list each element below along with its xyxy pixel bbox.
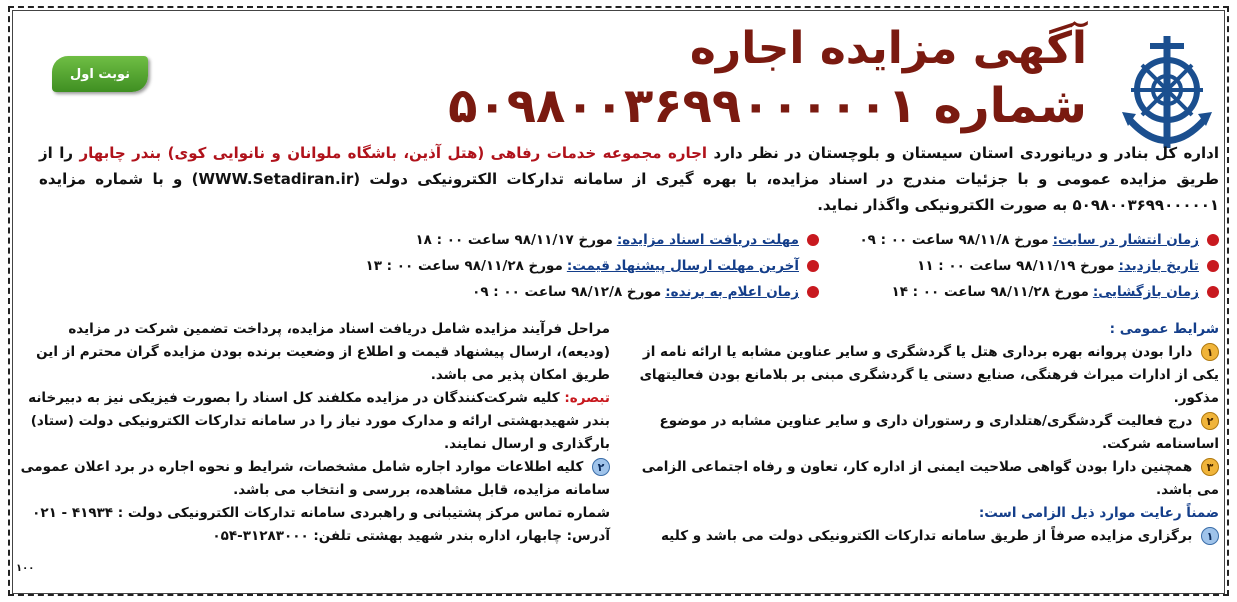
schedule-block [39,232,1219,312]
schedule-label: تاریخ بازدید: [1118,258,1199,274]
condition-item [619,456,1219,502]
bullet-icon [1207,234,1219,246]
intro-paragraph [39,140,1219,218]
condition-text: درج فعالیت گردشگری/هتلداری و رستوران داری و سایر عناوین مشابه در موضوع اساسنامه شرکت. [659,413,1219,452]
notice-title: آگهی مزایده اجاره [689,23,1087,74]
bullet-icon [807,260,819,272]
schedule-label: مهلت دریافت اسناد مزایده: [616,232,799,248]
schedule-value: مورخ ۹۸/۱۱/۲۸ ساعت ۰۰ : ۱۴ [891,284,1089,300]
conditions-heading: شرایط عمومی : [1109,321,1219,337]
schedule-label: زمان انتشار در سایت: [1052,232,1199,248]
condition-text: دارا بودن پروانه بهره برداری هتل یا گردشگری و سایر عناوین مشابه یا ارائه نامه از یکی از ادارات میراث فرهنگی، صنایع دستی یا گردشگری مبنی بر بلامانع بودن فعالیتهای مذکور. [639,344,1219,406]
auction-number: شماره ۵۰۹۸۰۰۳۶۹۹۰۰۰۰۰۱ [448,78,1087,134]
address-line: آدرس: چابهار، اداره بندر شهید بهشتی تلفن: ۳۱۲۸۳۰۰۰-۰۵۴ [212,528,610,544]
info-item [20,456,610,502]
intro-highlight: اجاره مجموعه خدمات رفاهی (هتل آذین، باشگاه ملوانان و نانوایی کوی) بندر چابهار [79,144,708,162]
number-badge-icon: ۲ [1201,412,1219,430]
first-notice-badge: نوبت اول [52,56,148,92]
bullet-icon [807,286,819,298]
schedule-value: مورخ ۹۸/۱۱/۱۹ ساعت ۰۰ : ۱۱ [917,258,1115,274]
schedule-item [472,284,819,300]
number-badge-icon: ۲ [592,458,610,476]
schedule-item [917,258,1219,274]
number-badge-icon: ۳ [1201,458,1219,476]
schedule-label: زمان بازگشایی: [1092,284,1199,300]
schedule-label: آخرین مهلت ارسال پیشنهاد قیمت: [566,258,799,274]
schedule-item [415,232,819,248]
bullet-icon [807,234,819,246]
intro-text-2: را از طریق مزایده عمومی و با جزئیات مندرج در اسناد مزایده، با بهره گیری از سامانه تدارکات الکترونیکی دولت (WWW.Setadiran.ir) و با شماره مزایده ۵۰۹۸۰۰۳۶۹۹۰۰۰۰۰۱ به صورت الکترونیکی واگذار نماید. [39,144,1219,214]
general-conditions [619,318,1219,548]
schedule-value: مورخ ۹۸/۱۱/۸ ساعت ۰۰ : ۰۹ [859,232,1049,248]
schedule-item [365,258,819,274]
note-paragraph [20,387,610,456]
page-number: ۱۰۰ [16,563,35,574]
schedule-label: زمان اعلام به برنده: [665,284,799,300]
procedure-column [20,318,610,548]
ports-anchor-logo-icon [1120,28,1215,153]
bullet-icon [1207,286,1219,298]
schedule-value: مورخ ۹۸/۱۲/۸ ساعت ۰۰ : ۰۹ [472,284,662,300]
condition-item [619,410,1219,456]
note-label: تبصره: [564,390,610,406]
mandatory-item [619,525,1219,548]
condition-item [619,341,1219,410]
schedule-item [859,232,1219,248]
note-text: کلیه شرکت‌کنندگان در مزایده مکلفند کل اسناد را بصورت فیزیکی نیز به دبیرخانه بندر شهیدبهشتی ارائه و مدارک مورد نیاز را در سامانه تدارکات الکترونیکی دولت (ستاد) بارگذاری و ارسال نمایند. [28,390,610,452]
support-contact: شماره تماس مرکز پشتیبانی و راهبردی سامانه تدارکات الکترونیکی دولت : ۴۱۹۳۴ - ۰۲۱ [32,505,610,521]
schedule-value: مورخ ۹۸/۱۱/۱۷ ساعت ۰۰ : ۱۸ [415,232,613,248]
bullet-icon [1207,260,1219,272]
procedure-paragraph: مراحل فرآیند مزایده شامل دریافت اسناد مزایده، پرداخت تضمین شرکت در مزایده (ودیعه)، ارسال پیشنهاد قیمت و اطلاع از وضعیت برنده بودن مزایده گران محترم از این طریق امکان پذیر می باشد. [36,321,610,383]
mandatory-text: برگزاری مزایده صرفاً از طریق سامانه تدارکات الکترونیکی دولت می باشد و کلیه [661,528,1193,544]
number-badge-icon: ۱ [1201,343,1219,361]
number-badge-icon: ۱ [1201,527,1219,545]
intro-text-1: اداره کل بنادر و دریانوردی استان سیستان و بلوچستان در نظر دارد [707,144,1219,162]
info-text: کلیه اطلاعات موارد اجاره شامل مشخصات، شرایط و نحوه اجاره در برد اعلان عمومی سامانه مزایده، قابل مشاهده، بررسی و انتخاب می باشد. [20,459,610,498]
schedule-item [891,284,1219,300]
mandatory-heading: ضمناً رعایت موارد ذیل الزامی است: [978,505,1219,521]
schedule-value: مورخ ۹۸/۱۱/۲۸ ساعت ۰۰ : ۱۳ [365,258,563,274]
condition-text: همچنین دارا بودن گواهی صلاحیت ایمنی از اداره کار، تعاون و رفاه اجتماعی الزامی می باشد. [641,459,1219,498]
